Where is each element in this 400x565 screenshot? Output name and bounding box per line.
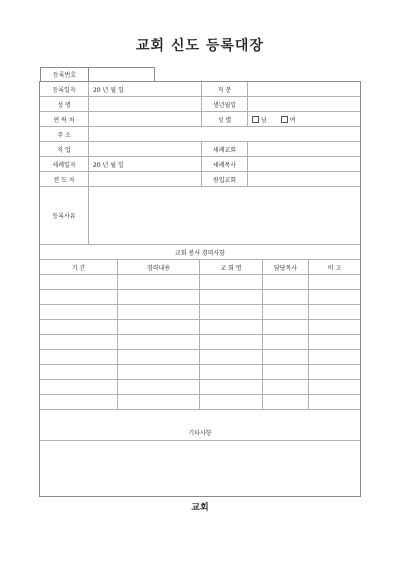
reg-date-label: 등록일자: [52, 86, 76, 94]
form-row: [40, 187, 360, 245]
position-label: 직 분: [201, 82, 247, 96]
service-history-header: [40, 260, 360, 275]
period-cell[interactable]: [40, 305, 117, 319]
form-row: [40, 82, 360, 97]
period-cell[interactable]: [40, 275, 117, 289]
pastor-cell[interactable]: [262, 380, 308, 394]
note-cell[interactable]: [308, 350, 360, 364]
period-cell[interactable]: [40, 380, 117, 394]
note-cell[interactable]: [308, 305, 360, 319]
original-church-field[interactable]: [247, 172, 360, 186]
period-cell[interactable]: [40, 350, 117, 364]
church-cell[interactable]: [199, 380, 262, 394]
church-cell[interactable]: [199, 275, 262, 289]
service-history-title: 교회 봉사 경력사항: [174, 249, 226, 257]
reg-number-label: 등록번호: [41, 68, 89, 81]
table-row: [40, 350, 360, 365]
female-checkbox[interactable]: [281, 116, 288, 123]
baptism-date-label: 세례일자: [52, 161, 76, 169]
note-cell[interactable]: [308, 290, 360, 304]
career-cell[interactable]: [117, 320, 199, 334]
contact-label: 연 락 처: [53, 116, 75, 124]
reg-date-field[interactable]: 20 년 월 일: [88, 82, 201, 96]
gender-label: 성 별: [201, 112, 247, 126]
contact-field[interactable]: [88, 112, 201, 126]
table-row: [40, 305, 360, 320]
form-row: [40, 127, 360, 142]
form-row: [40, 172, 360, 187]
table-row: [40, 335, 360, 350]
period-cell[interactable]: [40, 320, 117, 334]
church-cell[interactable]: [199, 395, 262, 409]
period-cell[interactable]: [40, 335, 117, 349]
job-field[interactable]: [88, 142, 201, 156]
note-cell[interactable]: [308, 275, 360, 289]
career-cell[interactable]: [117, 335, 199, 349]
form-row: [40, 112, 360, 127]
job-label: 직 업: [57, 146, 71, 154]
other-title: 기타사항: [188, 430, 212, 437]
period-cell[interactable]: [40, 395, 117, 409]
baptism-date-field[interactable]: 20 년 월 일: [88, 157, 201, 171]
pastor-cell[interactable]: [262, 275, 308, 289]
church-cell[interactable]: [199, 350, 262, 364]
birth-label: 생년월일: [201, 97, 247, 111]
address-label: 주 소: [57, 131, 71, 139]
baptism-pastor-label: 세례목사: [201, 157, 247, 171]
church-cell[interactable]: [199, 290, 262, 304]
career-cell[interactable]: [117, 350, 199, 364]
name-label: 성 명: [57, 101, 71, 109]
church-cell[interactable]: [199, 305, 262, 319]
table-row: [40, 320, 360, 335]
period-cell[interactable]: [40, 365, 117, 379]
note-cell[interactable]: [308, 335, 360, 349]
column-header: 경력내용: [117, 260, 199, 274]
note-cell[interactable]: [308, 380, 360, 394]
church-cell[interactable]: [199, 365, 262, 379]
pastor-cell[interactable]: [262, 290, 308, 304]
career-cell[interactable]: [117, 395, 199, 409]
male-checkbox[interactable]: [252, 116, 259, 123]
column-header: 비 고: [308, 260, 360, 274]
note-cell[interactable]: [308, 395, 360, 409]
table-row: [40, 395, 360, 410]
evangelist-field[interactable]: [88, 172, 201, 186]
pastor-cell[interactable]: [262, 335, 308, 349]
registration-form: [39, 81, 361, 497]
form-row: [40, 425, 360, 441]
table-row: [40, 290, 360, 305]
column-header: 기 간: [71, 264, 86, 272]
pastor-cell[interactable]: [262, 305, 308, 319]
pastor-cell[interactable]: [262, 320, 308, 334]
career-cell[interactable]: [117, 275, 199, 289]
column-header: 교 회 명: [199, 260, 262, 274]
table-row: [40, 380, 360, 395]
church-cell[interactable]: [199, 320, 262, 334]
female-label: 여: [289, 116, 296, 124]
reg-number-box: [40, 67, 155, 82]
career-cell[interactable]: [117, 305, 199, 319]
career-cell[interactable]: [117, 365, 199, 379]
baptism-pastor-field[interactable]: [247, 157, 360, 171]
note-cell[interactable]: [308, 365, 360, 379]
form-row: [40, 142, 360, 157]
church-cell[interactable]: [199, 335, 262, 349]
male-label: 남: [261, 116, 267, 124]
baptism-church-label: 세례교회: [201, 142, 247, 156]
form-row: [40, 97, 360, 112]
footer-church: 교회: [191, 503, 209, 513]
period-cell[interactable]: [40, 290, 117, 304]
position-field[interactable]: [247, 82, 360, 96]
form-row: [40, 157, 360, 172]
reg-number-field[interactable]: [89, 68, 154, 81]
baptism-church-field[interactable]: [247, 142, 360, 156]
form-row: [40, 245, 360, 260]
gender-options: [247, 112, 360, 126]
address-field[interactable]: [88, 127, 360, 141]
reason-field[interactable]: [88, 187, 360, 244]
note-cell[interactable]: [308, 320, 360, 334]
pastor-cell[interactable]: [262, 395, 308, 409]
career-cell[interactable]: [117, 380, 199, 394]
column-header: 담당목사: [262, 260, 308, 274]
reason-label: 등록사유: [52, 213, 76, 220]
other-field[interactable]: [40, 441, 360, 496]
name-field[interactable]: [88, 97, 201, 111]
pastor-cell[interactable]: [262, 365, 308, 379]
evangelist-label: 전 도 자: [53, 176, 75, 184]
page-title: 교회 신도 등록대장: [136, 38, 264, 54]
career-cell[interactable]: [117, 290, 199, 304]
original-church-label: 원입교회: [201, 172, 247, 186]
table-row: [40, 365, 360, 380]
table-row: [40, 275, 360, 290]
birth-field[interactable]: [247, 97, 360, 111]
pastor-cell[interactable]: [262, 350, 308, 364]
